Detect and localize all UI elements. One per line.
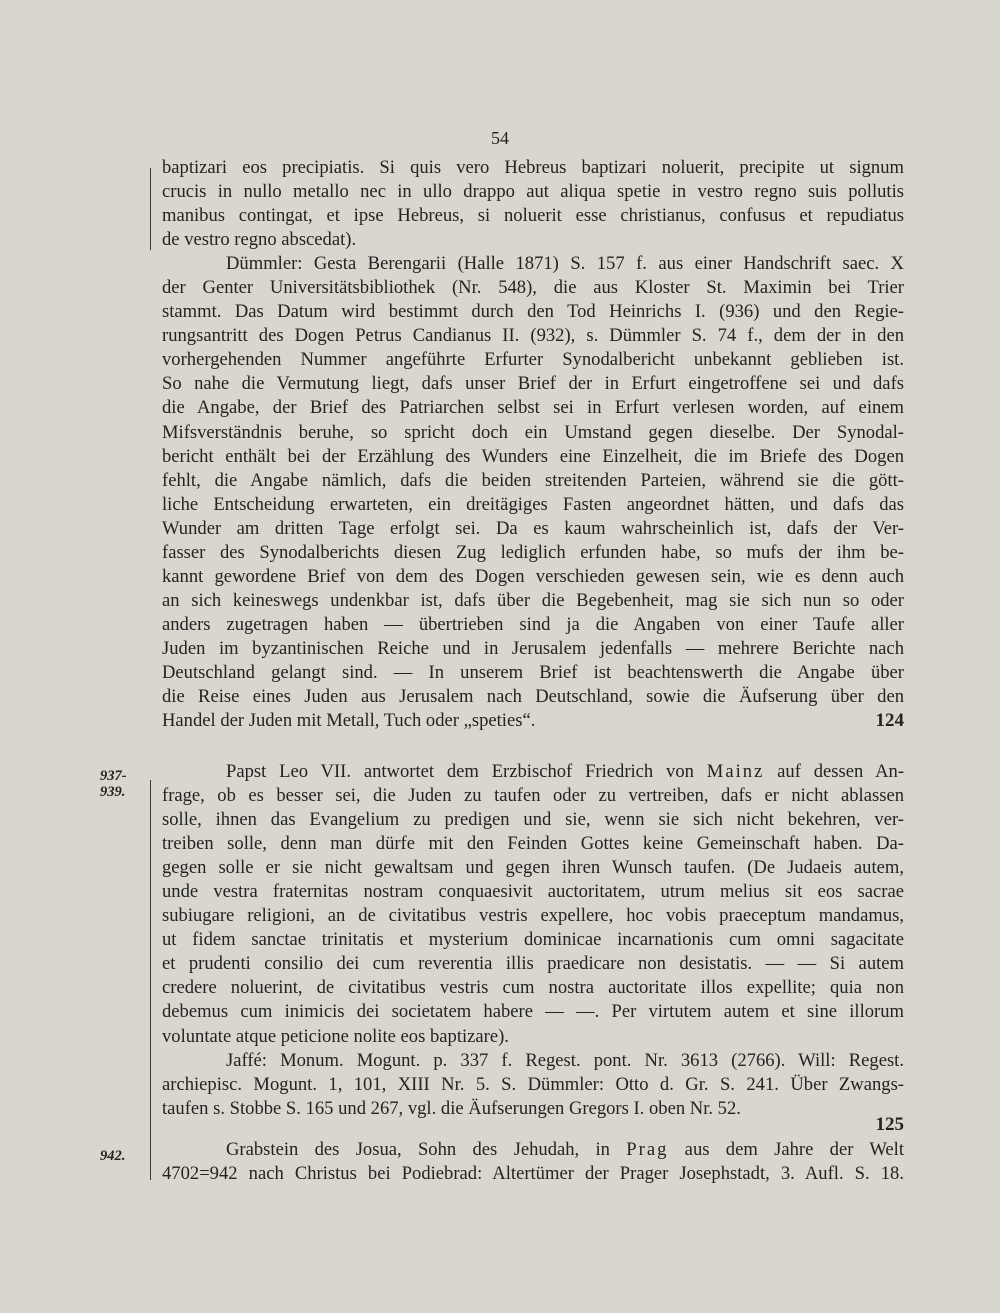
text-line: rungsantritt des Dogen Petrus Candianus II. (932), s. Dümmler S. 74 f., dem der in den: [162, 325, 904, 347]
margin-rule: [150, 168, 151, 250]
letter-continuation-block: [162, 156, 904, 733]
text-line: Juden im byzantinischen Reiche und in Jerusalem jedenfalls — mehrere Berichte nach: [162, 637, 904, 659]
text-line: de vestro regno abscedat).: [162, 229, 357, 251]
text-line: liche Entscheidung erwarteten, ein dreitägiges Fasten angeordnet hätten, und dafs das: [162, 493, 904, 515]
text-line: taufen s. Stobbe S. 165 und 267, vgl. die Äufserungen Gregors I. oben Nr. 52.: [162, 1097, 741, 1119]
text-line: solle, ihnen das Evangelium zu predigen und sie, wenn sie sich nicht bekehren, ver-: [162, 809, 904, 831]
entry-block-942: [162, 1138, 904, 1186]
margin-date-text: 942.: [100, 1148, 126, 1164]
text-line: [162, 760, 904, 784]
text-run: auf dessen An-: [764, 761, 905, 782]
text-line: debemus cum inimicis dei societatem habere — —. Per virtutem autem et sine illorum: [162, 1001, 904, 1023]
margin-date: [100, 1148, 150, 1164]
text-line: vorhergehenden Nummer angeführte Erfurter Synodalbericht unbekannt geblieben ist.: [162, 349, 904, 371]
text-line: voluntate atque peticione nolite eos baptizare).: [162, 1025, 509, 1047]
text-line: fehlt, die Angabe nämlich, dafs die beiden streitenden Parteien, während sie die gött-: [162, 469, 904, 491]
text-line: die Reise eines Juden aus Jerusalem nach Deutschland, sowie die Äufserung über den: [162, 686, 904, 708]
text-run: Grabstein des Josua, Sohn des Jehudah, in: [226, 1139, 627, 1160]
entry-block-937: [162, 760, 904, 1121]
text-line: et prudenti consilio dei cum reverentia illis praedicare non desistatis. — — Si autem: [162, 953, 904, 975]
entry-number: 124: [875, 710, 904, 731]
text-line: kannt gewordene Brief von dem des Dogen verschieden gewesen sein, wie es denn auch: [162, 565, 904, 587]
text-line: So nahe die Vermutung liegt, dafs unser Brief der in Erfurt eingetroffene sei und dafs: [162, 373, 904, 395]
text-run: aus dem Jahre der Welt: [668, 1139, 905, 1160]
text-line: frage, ob es besser sei, die Juden zu taufen oder zu vertreiben, dafs er nicht ablassen: [162, 785, 904, 807]
text-line: stammt. Das Datum wird bestimmt durch den Tod Heinrichs I. (936) und den Regie-: [162, 301, 904, 323]
text-run: Papst Leo VII. antwortet dem Erzbischof Friedrich von: [226, 761, 707, 782]
text-line: manibus contingat, et ipse Hebreus, si noluerit esse christianus, confusus et repudiatus: [162, 205, 904, 227]
entry-number: 125: [875, 1114, 904, 1135]
text-line: gegen solle er sie nicht gewaltsam und gegen ihren Wunsch taufen. (De Judaeis autem,: [162, 857, 904, 879]
text-line: treiben solle, denn man dürfe mit den Feinden Gottes keine Gemeinschaft haben. Da-: [162, 833, 904, 855]
text-line: an sich keineswegs undenkbar ist, dafs über die Begebenheit, mag sie sich nun so oder: [162, 589, 904, 611]
text-line: Mifsverständnis beruhe, so spricht doch ein Umstand gegen dieselbe. Der Synodal-: [162, 421, 904, 443]
text-line: subiugare religioni, an de civitatibus vestris expellere, hoc vobis praeceptum mandamus,: [162, 905, 904, 927]
text-line: Dümmler: Gesta Berengarii (Halle 1871) S. 157 f. aus einer Handschrift saec. X: [226, 253, 904, 275]
text-line: 4702=942 nach Christus bei Podiebrad: Altertümer der Prager Josephstadt, 3. Aufl. S. 18.: [162, 1163, 904, 1185]
text-line: bericht enthält bei der Erzählung des Wunders eine Einzelheit, die im Briefe des Dogen: [162, 445, 904, 467]
text-line: archiepisc. Mogunt. 1, 101, XIII Nr. 5. S. Dümmler: Otto d. Gr. S. 241. Über Zwangs-: [162, 1073, 904, 1095]
text-line: fasser des Synodalberichts diesen Zug lediglich erfunden habe, so mufs der ihm be-: [162, 541, 904, 563]
text-line: ut fidem sanctae trinitatis et mysterium dominicae incarnationis cum omni sagacitate: [162, 929, 904, 951]
text-line: die Angabe, der Brief des Patriarchen selbst sei in Erfurt verlesen worden, auf einem: [162, 397, 904, 419]
page-number: 54: [491, 128, 509, 148]
text-line: der Genter Universitätsbibliothek (Nr. 548), die aus Kloster St. Maximin bei Trier: [162, 277, 904, 299]
margin-date-text: 937- 939.: [100, 768, 127, 800]
text-line: [162, 1138, 904, 1162]
place-name: Mainz: [706, 761, 765, 782]
margin-date: [100, 768, 150, 800]
text-line: anders zugetragen haben — übertrieben sind ja die Angaben von einer Taufe aller: [162, 613, 904, 635]
text-line: credere noluerint, de civitatibus vestris cum nostra auctoritate illos expellite; quia non: [162, 977, 904, 999]
text-line: crucis in nullo metallo nec in ullo drappo aut aliqua spetie in vestro regno suis pollutis: [162, 181, 904, 203]
place-name: Prag: [626, 1139, 669, 1160]
text-line: Handel der Juden mit Metall, Tuch oder „speties“.: [162, 710, 536, 732]
text-line: Jaffé: Monum. Mogunt. p. 337 f. Regest. pont. Nr. 3613 (2766). Will: Regest.: [226, 1049, 904, 1071]
text-line: baptizari eos precipiatis. Si quis vero Hebreus baptizari noluerit, precipite ut signum: [162, 157, 904, 178]
text-line: Deutschland gelangt sind. — In unserem Brief ist beachtenswerth die Angabe über: [162, 661, 904, 683]
text-line: Wunder am dritten Tage erfolgt sei. Da es kaum wahrscheinlich ist, dafs der Ver-: [162, 517, 904, 539]
text-line: unde vestra fraternitas nostram conquaesivit auctoritatem, utrum melius sit eos sacrae: [162, 881, 904, 903]
margin-rule: [150, 780, 151, 1180]
